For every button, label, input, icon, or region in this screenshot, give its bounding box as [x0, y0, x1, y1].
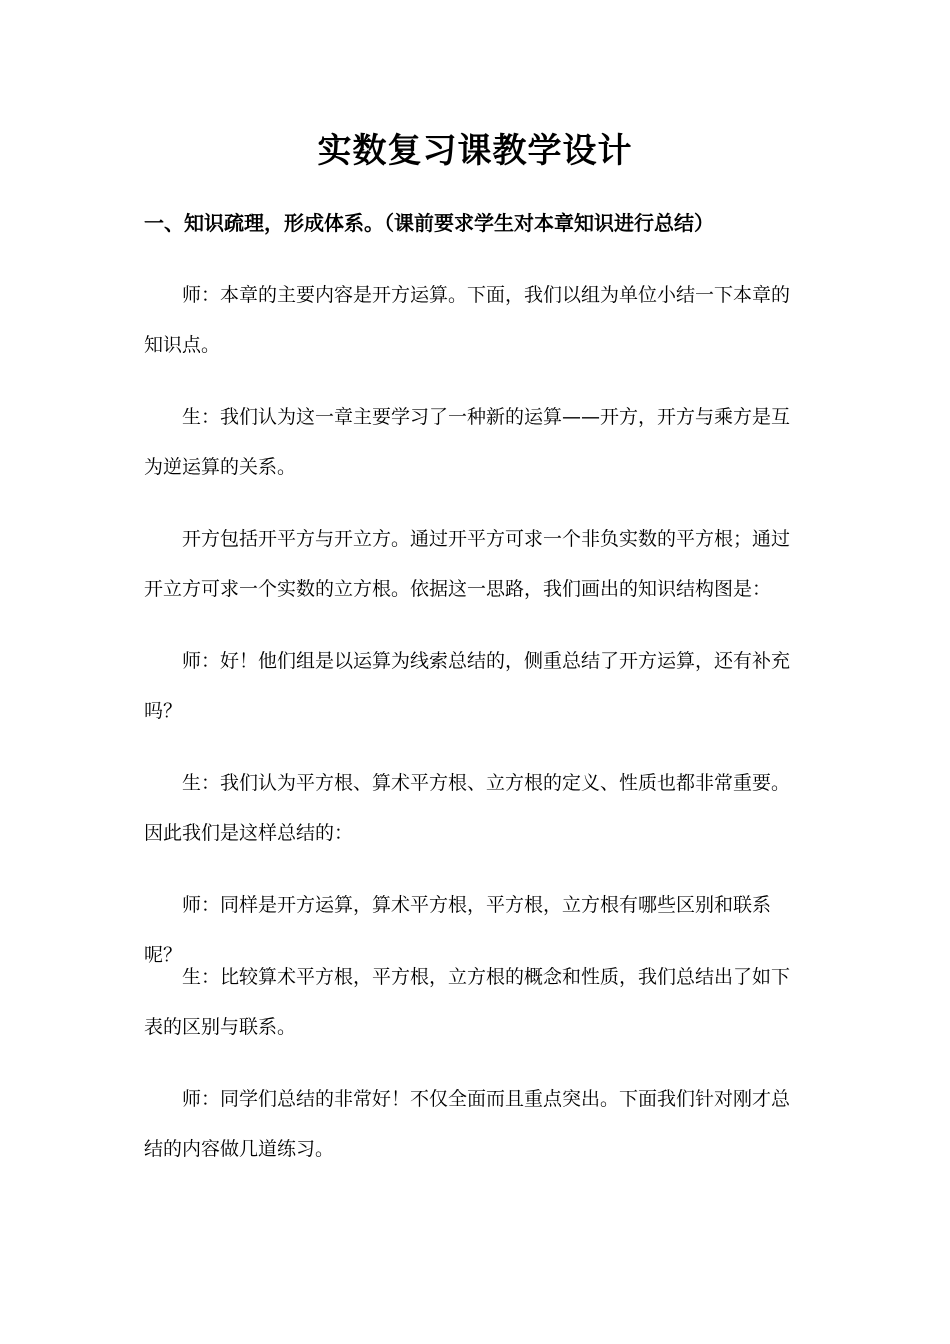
- paragraph: 开方包括开平方与开立方。通过开平方可求一个非负实数的平方根；通过开立方可求一个实数的立方根。依据这一思路，我们画出的知识结构图是：: [144, 528, 791, 600]
- section-heading: 一、知识疏理，形成体系。（课前要求学生对本章知识进行总结）: [144, 211, 714, 235]
- paragraph: 生：我们认为这一章主要学习了一种新的运算——开方，开方与乘方是互为逆运算的关系。: [144, 406, 791, 478]
- paragraph: 生：我们认为平方根、算术平方根、立方根的定义、性质也都非常重要。因此我们是这样总结的：: [144, 772, 791, 844]
- paragraph: 师：好！他们组是以运算为线索总结的，侧重总结了开方运算，还有补充吗？: [144, 650, 791, 722]
- paragraph: 师：本章的主要内容是开方运算。下面，我们以组为单位小结一下本章的知识点。: [144, 284, 791, 356]
- paragraph: 生：比较算术平方根，平方根，立方根的概念和性质，我们总结出了如下表的区别与联系。: [144, 966, 791, 1038]
- document-title: 实数复习课教学设计: [317, 131, 633, 171]
- paragraph: 师：同学们总结的非常好！不仅全面而且重点突出。下面我们针对刚才总结的内容做几道练习。: [144, 1088, 791, 1160]
- paragraph: 师：同样是开方运算，算术平方根，平方根，立方根有哪些区别和联系呢？: [144, 894, 772, 966]
